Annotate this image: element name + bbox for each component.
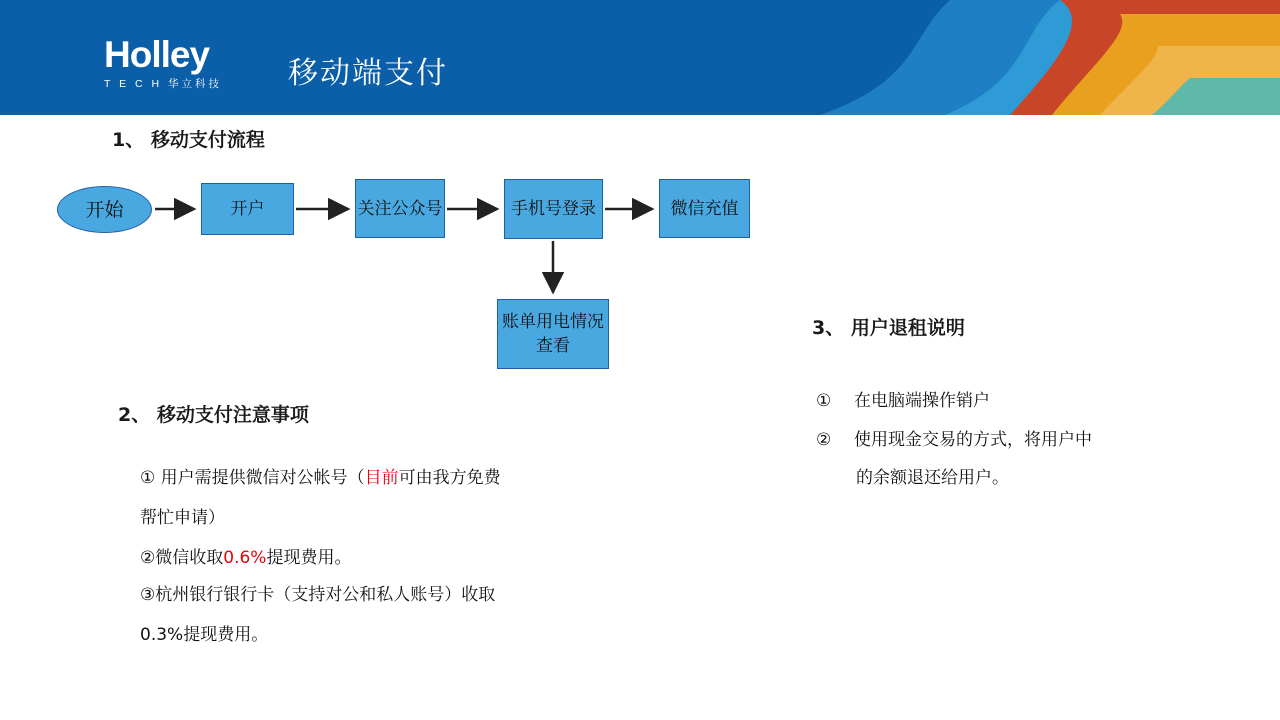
flow-node-start: 开始 bbox=[57, 186, 152, 233]
refund-item-2-number: ② bbox=[816, 430, 832, 450]
refund-item-2 bbox=[816, 421, 1092, 459]
note-item-2 bbox=[140, 538, 351, 578]
section-heading-refund: 3、 用户退租说明 bbox=[812, 317, 965, 339]
note-item-3-line1: ③杭州银行银行卡（支持对公和私人账号）收取 bbox=[140, 585, 496, 605]
flow-node-bill-view: 账单用电情况查看 bbox=[497, 299, 609, 369]
section-heading-flow: 1、 移动支付流程 bbox=[112, 129, 265, 151]
header-decoration bbox=[760, 0, 1280, 115]
flow-node-phone-login: 手机号登录 bbox=[504, 179, 603, 239]
note-item-2-prefix: ②微信收取 bbox=[140, 548, 224, 568]
note-item-2-suffix: 提现费用。 bbox=[266, 548, 352, 568]
note-item-2-highlight: 0.6% bbox=[223, 548, 267, 568]
refund-item-2-line2: 的余额退还给用户。 bbox=[856, 468, 1009, 488]
note-item-1 bbox=[140, 458, 501, 498]
flow-node-wechat-recharge: 微信充值 bbox=[659, 179, 750, 238]
holley-logo bbox=[104, 36, 264, 92]
section-heading-notes: 2、 移动支付注意事项 bbox=[118, 404, 309, 426]
flow-node-follow-official-account: 关注公众号 bbox=[355, 179, 445, 238]
note-item-1-prefix: ① 用户需提供微信对公帐号（ bbox=[140, 468, 365, 488]
logo-wordmark: Holley bbox=[104, 34, 210, 75]
logo-subtext: T E C H 华立科技 bbox=[104, 78, 223, 90]
note-item-1-suffix: 可由我方免费 bbox=[398, 468, 501, 488]
refund-item-2-text: 使用现金交易的方式，将用户中 bbox=[854, 430, 1092, 450]
note-item-1-highlight: 目前 bbox=[364, 468, 399, 488]
flow-node-open-account: 开户 bbox=[201, 183, 294, 235]
refund-item-1-text: 在电脑端操作销户 bbox=[854, 391, 990, 411]
page-title: 移动端支付 bbox=[288, 56, 448, 91]
note-item-1-line2: 帮忙申请） bbox=[140, 508, 225, 528]
refund-item-1-number: ① bbox=[816, 391, 832, 411]
page-header bbox=[0, 0, 1280, 115]
note-item-3-line2: 0.3%提现费用。 bbox=[140, 625, 269, 645]
refund-item-1 bbox=[816, 382, 990, 420]
